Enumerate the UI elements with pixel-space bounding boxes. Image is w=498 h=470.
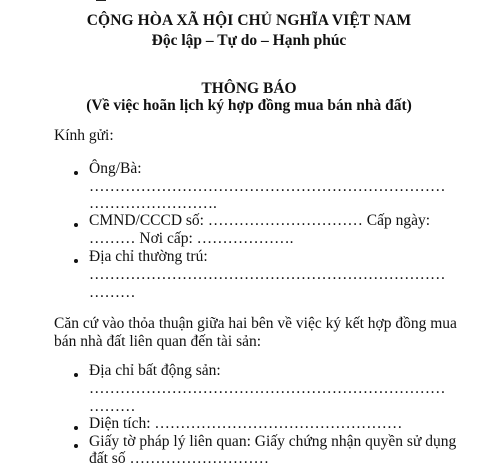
bullet-icon [74, 373, 78, 377]
basis-line-1: Căn cứ vào thỏa thuận giữa hai bên về việc ký kết hợp đồng mua [54, 315, 457, 332]
property-legal-line-2: đất số ……………………… [89, 450, 269, 467]
national-motto: Độc lập – Tự do – Hạnh phúc [151, 32, 347, 49]
bullet-icon [74, 171, 78, 175]
recipient-address-dots-cont: ……… [89, 284, 136, 301]
document-subtitle: (Về việc hoãn lịch ký hợp đồng mua bán nhà đất) [86, 97, 412, 114]
top-rule [96, 0, 106, 1]
recipient-address-label: Địa chỉ thường trú: [89, 248, 208, 265]
recipient-name-dots: …………………………………………………………… [89, 178, 446, 195]
property-legal-line-1: Giấy tờ pháp lý liên quan: Giấy chứng nhận quyền sử dụng [89, 433, 457, 450]
document-title: THÔNG BÁO [201, 80, 297, 97]
recipient-name-dots-cont: ……………………. [89, 195, 217, 212]
recipient-id-line: CMND/CCCD số: ………………………… Cấp ngày: [89, 212, 431, 229]
national-title: CỘNG HÒA XÃ HỘI CHỦ NGHĨA VIỆT NAM [86, 12, 412, 29]
bullet-icon [74, 426, 78, 430]
recipient-name-label: Ông/Bà: [89, 160, 142, 177]
property-area: Diện tích: ………………………………………… [89, 415, 403, 432]
recipient-id-line-cont: ……… Nơi cấp: ………………. [89, 230, 294, 247]
property-address-label: Địa chỉ bất động sản: [89, 362, 221, 379]
property-address-dots-cont: ……… [89, 398, 136, 415]
bullet-icon [74, 223, 78, 227]
basis-line-2: bán nhà đất liên quan đến tài sản: [54, 333, 262, 350]
bullet-icon [74, 444, 78, 448]
recipient-address-dots: …………………………………………………………… [89, 266, 446, 283]
bullet-icon [74, 259, 78, 263]
property-address-dots: …………………………………………………………… [89, 380, 446, 397]
greeting: Kính gửi: [54, 127, 114, 144]
